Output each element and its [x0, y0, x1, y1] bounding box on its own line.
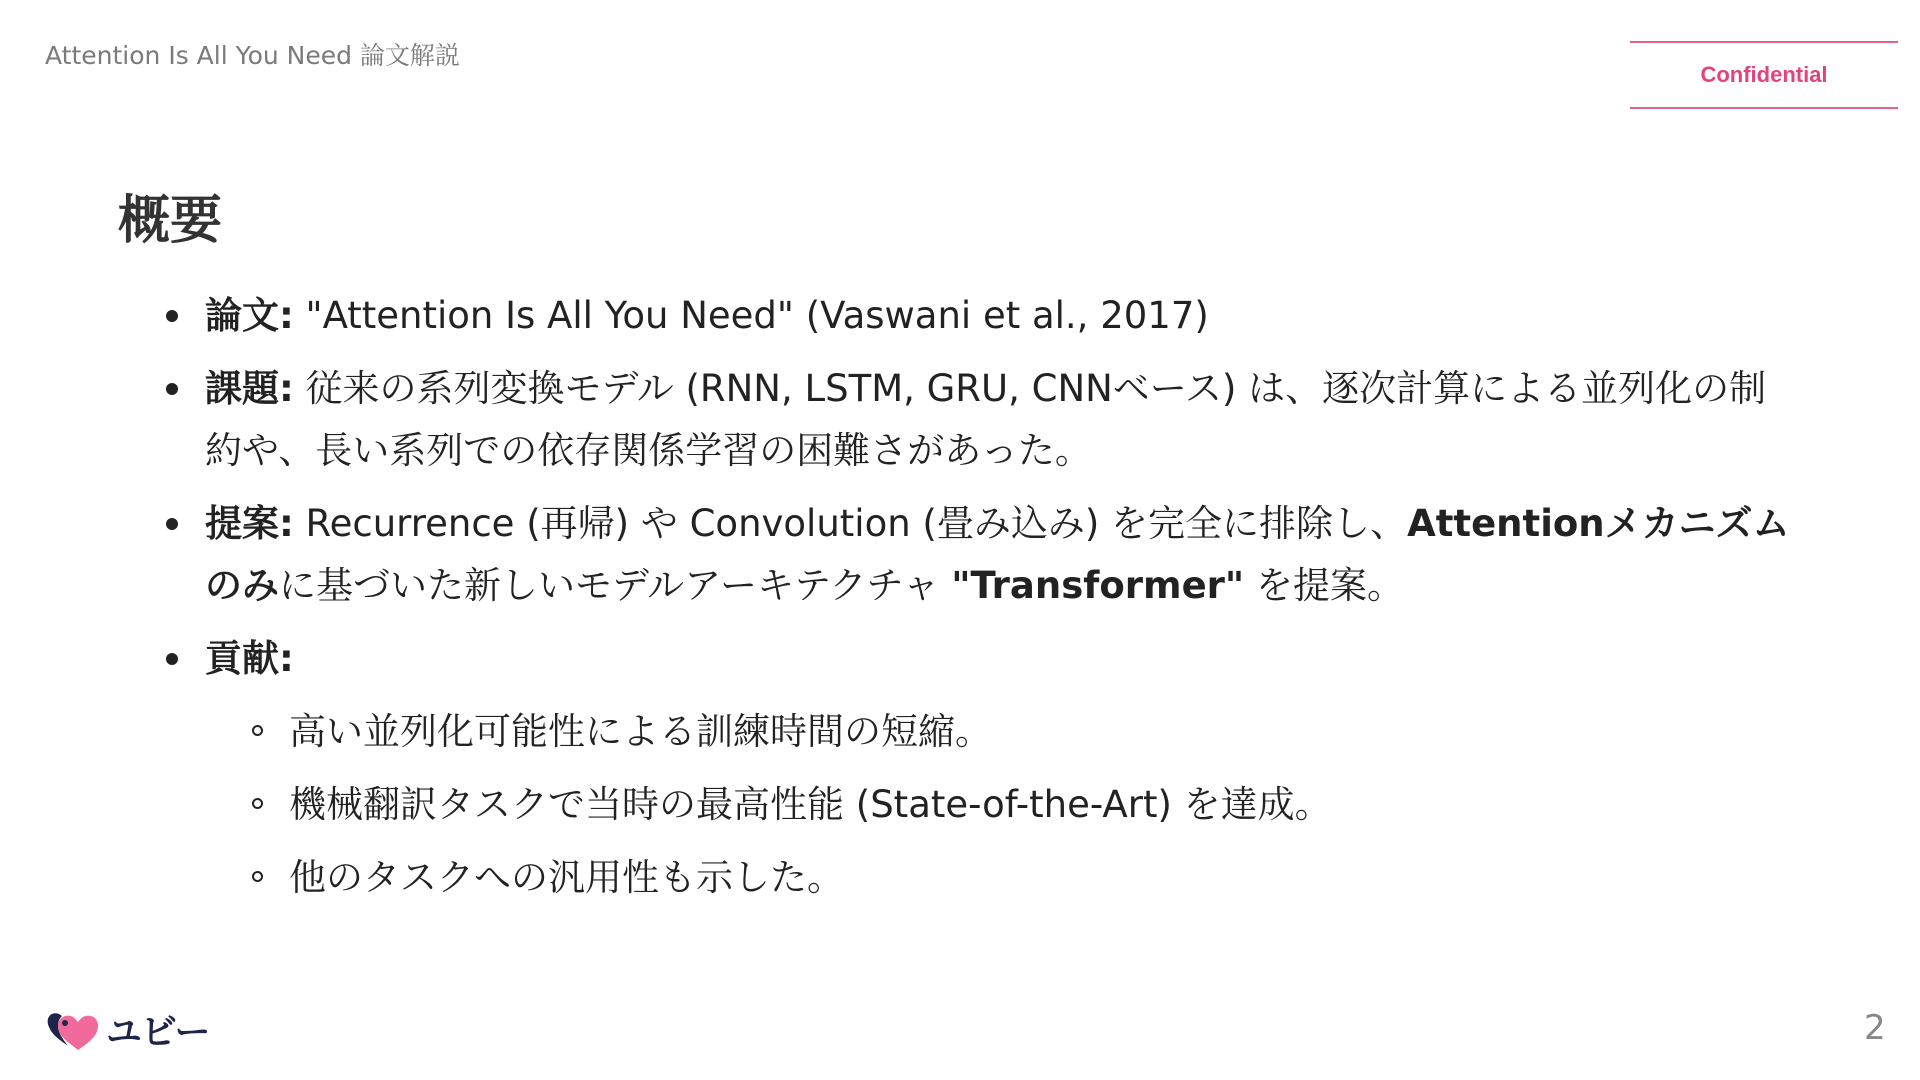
logo-text: ユビー: [106, 1012, 210, 1053]
confidential-badge: [1630, 41, 1898, 109]
bullet-proposal: [160, 493, 1800, 617]
bullet-label: 課題:: [205, 367, 294, 410]
bullet-dot: [166, 310, 178, 322]
bullet-label: 提案:: [205, 502, 294, 545]
bullet-text: に基づいた新しいモデルアーキテクチャ: [279, 564, 952, 607]
bullet-text: Recurrence (再帰) や Convolution (畳み込み) を完全に排除し、: [293, 502, 1408, 545]
sub-bullet-list: [205, 701, 1800, 909]
bullet-text: 従来の系列変換モデル (RNN, LSTM, GRU, CNNベース) は、逐次計算による並列化の制約や、長い系列での依存関係学習の困難さがあった。: [205, 367, 1767, 472]
bullet-paper: [160, 285, 1800, 347]
bullet-dot: [166, 383, 178, 395]
bullet-contribution: [160, 628, 1800, 909]
bullet-dot: [166, 653, 178, 665]
sub-bullet-circle: [252, 871, 263, 882]
bullet-emphasis: Attentionメカニズムのみ: [205, 502, 1790, 607]
bullet-text: を提案。: [1244, 564, 1404, 607]
bullet-emphasis: "Transformer": [951, 564, 1245, 607]
presentation-title: Attention Is All You Need 論文解説: [45, 41, 460, 70]
sub-bullet-text: 他のタスクへの汎用性も示した。: [289, 856, 844, 899]
company-logo: [46, 1004, 210, 1055]
slide-content: [160, 285, 1800, 920]
heart-logo-icon: [46, 1006, 102, 1054]
sub-bullet-item: [205, 774, 1800, 836]
confidential-label: Confidential: [1700, 62, 1828, 87]
page-number: 2: [1864, 1008, 1886, 1048]
bullet-label: 論文:: [205, 294, 294, 337]
bullet-dot: [166, 518, 178, 530]
sub-bullet-text: 高い並列化可能性による訓練時間の短縮。: [289, 710, 992, 753]
bullet-text: "Attention Is All You Need" (Vaswani et al., 2017): [293, 294, 1209, 337]
bullet-label: 貢献:: [205, 637, 294, 680]
slide-heading: 概要: [118, 191, 223, 251]
sub-bullet-circle: [252, 725, 263, 736]
sub-bullet-item: [205, 847, 1800, 909]
sub-bullet-circle: [252, 798, 263, 809]
sub-bullet-text: 機械翻訳タスクで当時の最高性能 (State-of-the-Art) を達成。: [289, 783, 1332, 826]
bullet-list: [160, 285, 1800, 909]
sub-bullet-item: [205, 701, 1800, 763]
bullet-problem: [160, 358, 1800, 482]
